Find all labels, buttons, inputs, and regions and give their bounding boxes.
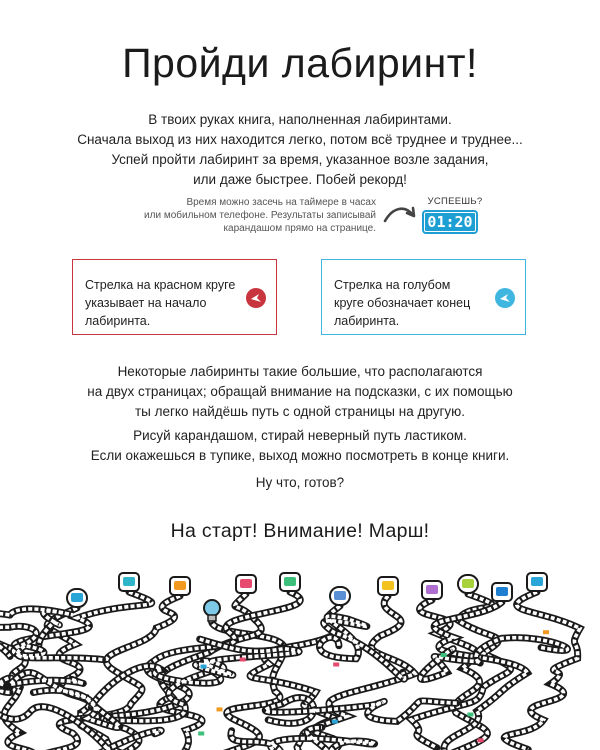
intro-line: Сначала выход из них находится легко, потом всё труднее и труднее... bbox=[77, 132, 523, 147]
timer-note-line: карандашом прямо на странице. bbox=[223, 223, 376, 234]
maze-marker bbox=[543, 630, 549, 634]
paragraph-line: Если окажешься в тупике, выход можно посмотреть в конце книги. bbox=[90, 448, 510, 463]
timer-note-line: Время можно засечь на таймере в часах bbox=[186, 197, 376, 208]
end-hint-text bbox=[334, 276, 494, 330]
maze-device-icon bbox=[458, 575, 478, 593]
intro-text bbox=[40, 110, 560, 190]
maze-device-icon bbox=[170, 577, 190, 595]
timer-note bbox=[96, 196, 376, 235]
timer-display bbox=[422, 210, 478, 234]
maze-device-icon bbox=[330, 587, 350, 605]
tangled-cables-maze-illustration bbox=[0, 560, 600, 750]
maze-marker bbox=[198, 732, 204, 736]
curved-arrow-icon bbox=[383, 203, 419, 227]
maze-device-icon bbox=[527, 573, 547, 591]
end-hint-line: круге обозначает конец bbox=[334, 296, 471, 310]
ready-question: Ну что, готов? bbox=[255, 475, 345, 490]
intro-line: или даже быстрее. Побей рекорд! bbox=[193, 172, 407, 187]
timer-note-line: или мобильном телефоне. Результаты записывай bbox=[144, 210, 376, 221]
paragraph-line: Рисуй карандашом, стирай неверный путь ластиком. bbox=[133, 428, 467, 443]
blue-circle-arrow-icon bbox=[494, 287, 516, 309]
maze-marker bbox=[467, 713, 473, 717]
maze-marker bbox=[201, 665, 207, 669]
start-hint-text bbox=[85, 276, 245, 330]
timer-label: УСПЕЕШЬ? bbox=[427, 196, 483, 207]
paragraph-pencil bbox=[40, 426, 560, 466]
maze-marker bbox=[478, 738, 484, 742]
paragraph-line: ты легко найдёшь путь с одной страницы на другую. bbox=[134, 404, 466, 419]
go-heading: На старт! Внимание! Марш! bbox=[170, 520, 430, 542]
red-circle-arrow-icon bbox=[245, 287, 267, 309]
maze-device-icon bbox=[119, 573, 139, 591]
start-hint-line: лабиринта. bbox=[85, 314, 151, 328]
start-hint-box bbox=[72, 259, 277, 335]
timer-value: 01:20 bbox=[424, 212, 476, 232]
start-hint-line: Стрелка на красном круге bbox=[85, 278, 236, 292]
intro-line: Успей пройти лабиринт за время, указанное возле задания, bbox=[111, 152, 489, 167]
maze-device-icon bbox=[236, 575, 256, 593]
paragraph-line: на двух страницах; обращай внимание на подсказки, с их помощью bbox=[87, 384, 513, 399]
end-hint-line: Стрелка на голубом bbox=[334, 278, 451, 292]
maze-device-icon bbox=[67, 589, 87, 607]
start-hint-line: указывает на начало bbox=[85, 296, 207, 310]
paragraph-two-pages bbox=[40, 362, 560, 422]
page-title: Пройди лабиринт! bbox=[122, 40, 478, 86]
maze-device-icon bbox=[280, 573, 300, 591]
end-hint-box bbox=[321, 259, 526, 335]
maze-device-icon bbox=[492, 583, 512, 601]
maze-device-icon bbox=[422, 581, 442, 599]
maze-device-icon bbox=[204, 600, 220, 621]
maze-marker bbox=[441, 653, 447, 657]
maze-marker bbox=[333, 663, 339, 667]
maze-device-icon bbox=[378, 577, 398, 595]
paragraph-line: Некоторые лабиринты такие большие, что располагаются bbox=[117, 364, 483, 379]
intro-line: В твоих руках книга, наполненная лабиринтами. bbox=[148, 112, 452, 127]
maze-marker bbox=[332, 720, 338, 724]
maze-marker bbox=[240, 658, 246, 662]
maze-marker bbox=[217, 707, 223, 711]
end-hint-line: лабиринта. bbox=[334, 314, 400, 328]
